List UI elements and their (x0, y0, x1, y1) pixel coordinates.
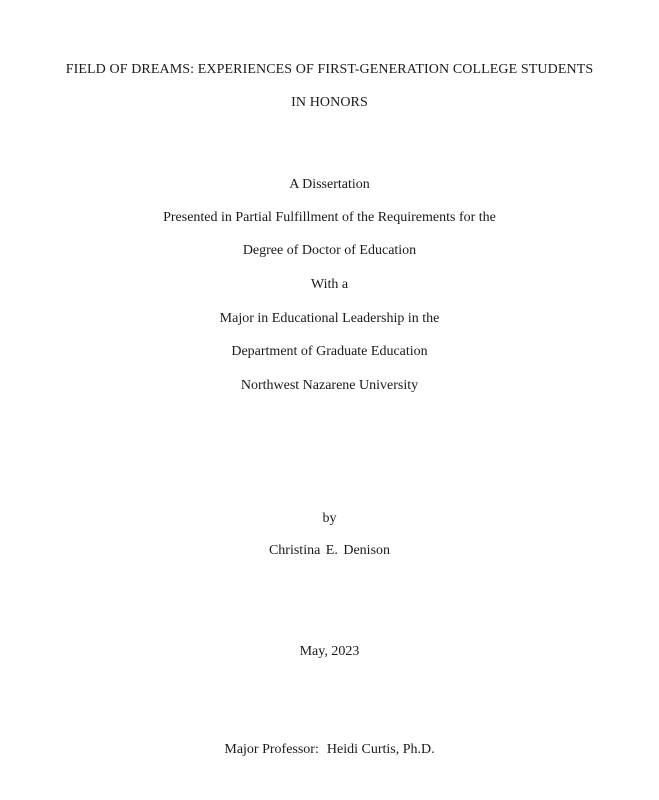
document-type: A Dissertation (289, 177, 370, 192)
fulfillment-statement: Presented in Partial Fulfillment of the Requirements for the (163, 210, 496, 225)
dissertation-title-line-2: IN HONORS (291, 95, 368, 110)
major-text: Major in Educational Leadership in the (219, 311, 440, 326)
submission-date: May, 2023 (299, 644, 360, 659)
degree-name: Degree of Doctor of Education (242, 243, 417, 258)
with-a-text: With a (310, 277, 349, 292)
author-name: Christina E. Denison (268, 543, 391, 558)
university-name: Northwest Nazarene University (240, 378, 419, 393)
department-name: Department of Graduate Education (231, 344, 428, 359)
major-professor-name: Heidi Curtis, Ph.D. (326, 742, 435, 757)
major-professor-line (0, 741, 659, 759)
by-label: by (322, 511, 337, 526)
major-professor-label: Major Professor: (224, 742, 319, 757)
dissertation-title-line-1: FIELD OF DREAMS: EXPERIENCES OF FIRST-GENERATION COLLEGE STUDENTS (65, 62, 594, 77)
